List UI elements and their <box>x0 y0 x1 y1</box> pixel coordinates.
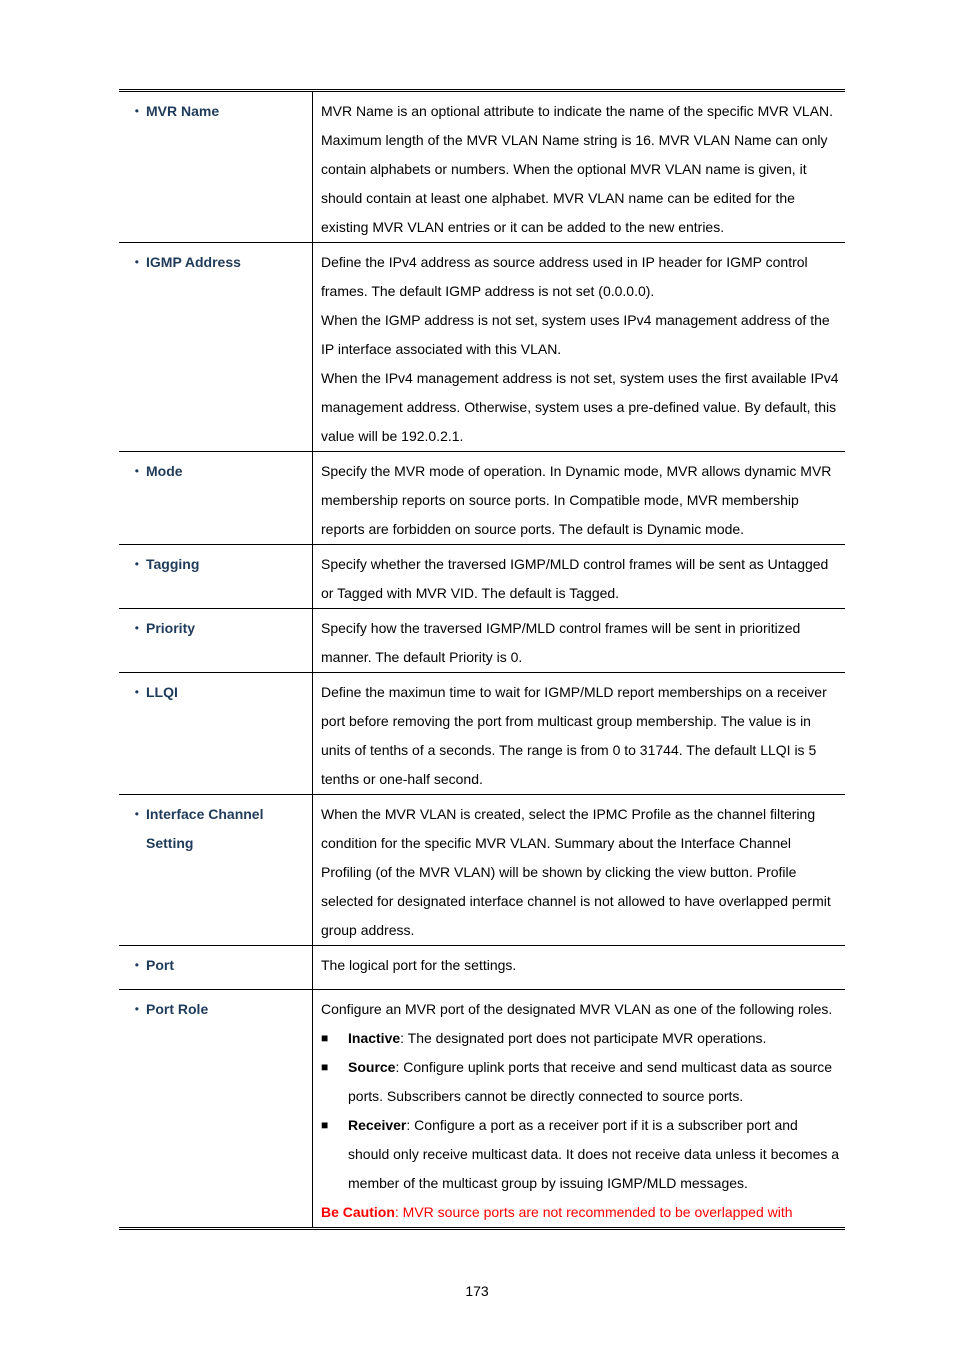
role-text: : Configure uplink ports that receive and send multicast data as source ports. Subscribers cannot be directly connected to source ports. <box>348 1059 833 1104</box>
description-text: When the MVR VLAN is created, select the IPMC Profile as the channel filtering condition for the specific MVR VLAN. Summary about the Interface Channel Profiling (of the MVR VLAN) will be shown by clicking the view button. Profile selected for designated interface channel is not allowed to have overlapped permit group address. <box>321 806 831 938</box>
bullet-icon: • <box>134 557 139 571</box>
description-text: MVR Name is an optional attribute to indicate the name of the specific MVR VLAN. Maximum length of the MVR VLAN Name string is 16. MVR VLAN Name can only contain alphabets or numbers. When the optional MVR VLAN name is given, it should contain at least one alphabet. MVR VLAN name can be edited for the existing MVR VLAN entries or it can be added to the new entries. <box>321 103 834 235</box>
description-text: Define the maximun time to wait for IGMP/MLD report memberships on a receiver port before removing the port from multicast group membership. The value is in units of tenths of a seconds. The range is from 0 to 31744. The default LLQI is 5 tenths or one-half second. <box>321 684 827 787</box>
term-label: Priority <box>146 620 196 636</box>
square-bullet-icon: ■ <box>321 1118 329 1132</box>
role-item <box>321 1024 841 1053</box>
role-name: Inactive <box>348 1030 401 1046</box>
caution-label: Be Caution <box>321 1204 395 1220</box>
bullet-icon: • <box>134 255 139 269</box>
role-name: Source <box>348 1059 396 1075</box>
bullet-icon: • <box>134 958 139 972</box>
bullet-icon: • <box>134 621 139 635</box>
description-text: Define the IPv4 address as source address used in IP header for IGMP control frames. The default IGMP address is not set (0.0.0.0). <box>321 254 808 299</box>
table-row <box>119 795 845 946</box>
description-text: Configure an MVR port of the designated MVR VLAN as one of the following roles. <box>321 1001 833 1017</box>
bullet-icon: • <box>134 104 139 118</box>
term-label: MVR Name <box>146 103 220 119</box>
description-text: When the IPv4 management address is not set, system uses the first available IPv4 management address. Otherwise, system uses a pre-defined value. By default, this value will be 192.0.2.1. <box>321 370 839 444</box>
table-row <box>119 946 845 990</box>
description-text: Specify the MVR mode of operation. In Dynamic mode, MVR allows dynamic MVR membership reports on source ports. In Compatible mode, MVR membership reports are forbidden on source ports. The default is Dynamic mode. <box>321 463 832 537</box>
caution-text: : MVR source ports are not recommended to be overlapped with <box>394 1204 793 1220</box>
bullet-icon: • <box>134 1002 139 1016</box>
table-row <box>119 990 845 1229</box>
table-row <box>119 92 845 243</box>
bullet-icon: • <box>134 807 139 821</box>
table-row <box>119 545 845 609</box>
term-label: LLQI <box>146 684 178 700</box>
bullet-icon: • <box>134 685 139 699</box>
role-text: : The designated port does not participate MVR operations. <box>400 1030 767 1046</box>
description-text: The logical port for the settings. <box>321 957 517 973</box>
description-text: When the IGMP address is not set, system uses IPv4 management address of the IP interface associated with this VLAN. <box>321 312 830 357</box>
term-label: Port Role <box>146 1001 209 1017</box>
square-bullet-icon: ■ <box>321 1060 329 1074</box>
term-label: Mode <box>146 463 183 479</box>
role-name: Receiver <box>348 1117 407 1133</box>
description-text: Specify how the traversed IGMP/MLD control frames will be sent in prioritized manner. The default Priority is 0. <box>321 620 801 665</box>
caution-note <box>321 1198 841 1227</box>
role-item <box>321 1053 841 1111</box>
term-label: Interface Channel Setting <box>146 806 264 851</box>
bullet-icon: • <box>134 464 139 478</box>
term-label: Tagging <box>146 556 200 572</box>
table-row <box>119 609 845 673</box>
table-row <box>119 673 845 795</box>
role-item <box>321 1111 841 1198</box>
term-label: IGMP Address <box>146 254 241 270</box>
description-text: Specify whether the traversed IGMP/MLD control frames will be sent as Untagged or Tagged with MVR VID. The default is Tagged. <box>321 556 829 601</box>
role-text: : Configure a port as a receiver port if it is a subscriber port and should only receive multicast data. It does not receive data unless it becomes a member of the multicast group by issuing IGMP/MLD messages. <box>348 1117 840 1191</box>
square-bullet-icon: ■ <box>321 1031 329 1045</box>
table-row <box>119 452 845 545</box>
parameter-table <box>119 89 845 1230</box>
table-row <box>119 243 845 452</box>
term-label: Port <box>146 957 174 973</box>
page-number: 173 <box>465 1283 489 1299</box>
